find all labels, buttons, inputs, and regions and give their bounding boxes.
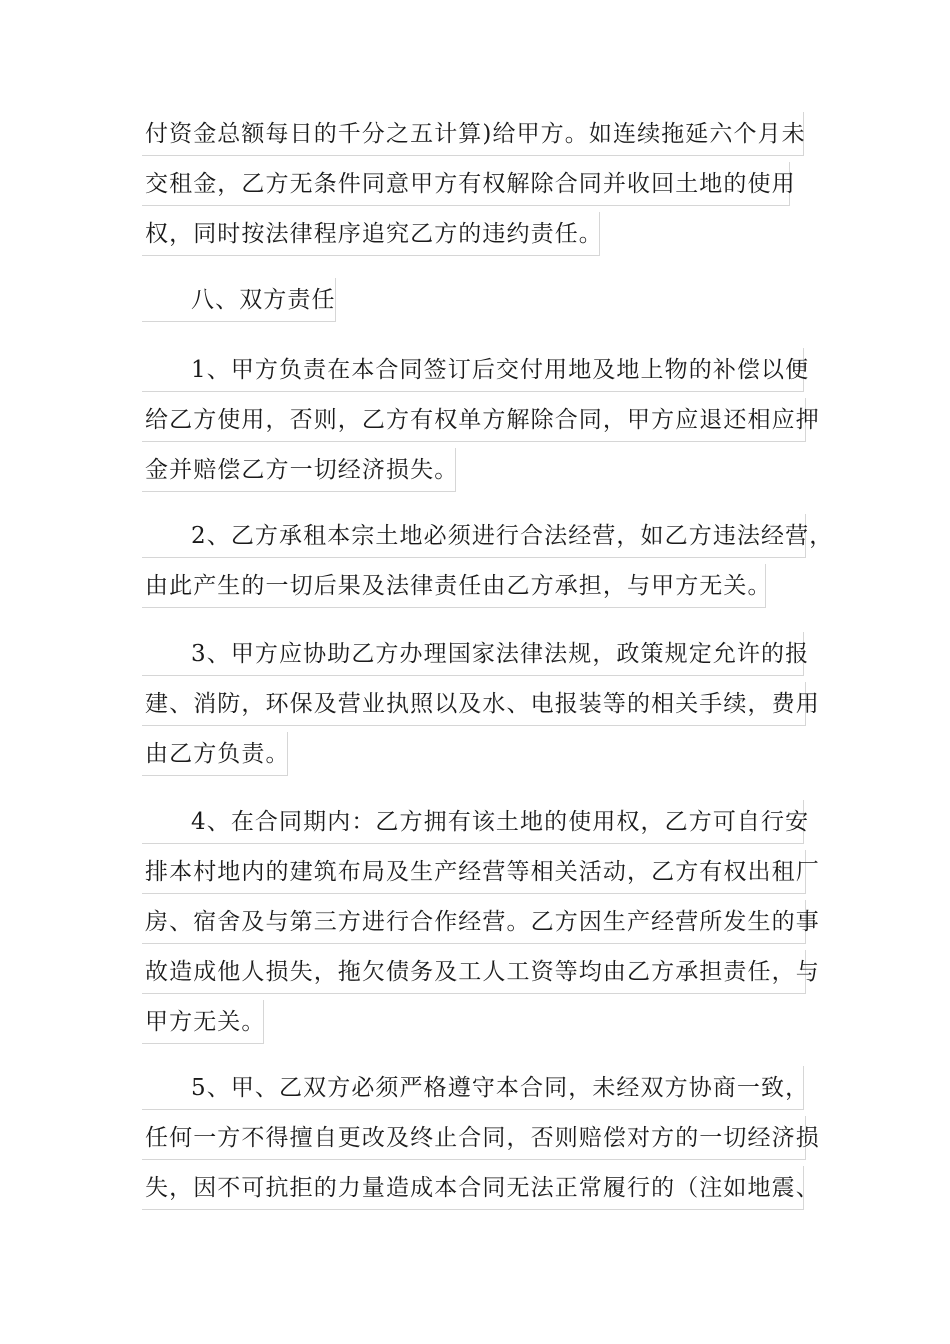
section-heading-text: 八、双方责任 — [142, 278, 336, 322]
text-line: 建、消防，环保及营业执照以及水、电报装等的相关手续，费用 — [142, 682, 806, 726]
text-line: 4、在合同期内：乙方拥有该土地的使用权，乙方可自行安 — [142, 800, 804, 844]
text-line: 金并赔偿乙方一切经济损失。 — [142, 448, 456, 492]
text-line: 任何一方不得擅自更改及终止合同，否则赔偿对方的一切经济损 — [142, 1116, 806, 1160]
text-line: 付资金总额每日的千分之五计算)给甲方。如连续拖延六个月未 — [142, 112, 804, 156]
text-line: 权，同时按法律程序追究乙方的违约责任。 — [142, 212, 600, 256]
text-line: 排本村地内的建筑布局及生产经营等相关活动，乙方有权出租厂 — [142, 850, 806, 894]
text-line: 故造成他人损失，拖欠债务及工人工资等均由乙方承担责任，与 — [142, 950, 806, 994]
text-line: 1、甲方负责在本合同签订后交付用地及地上物的补偿以便 — [142, 348, 804, 392]
text-line: 交租金，乙方无条件同意甲方有权解除合同并收回土地的使用 — [142, 162, 790, 206]
text-line: 由此产生的一切后果及法律责任由乙方承担，与甲方无关。 — [142, 564, 766, 608]
text-line: 3、甲方应协助乙方办理国家法律法规，政策规定允许的报 — [142, 632, 804, 676]
text-line: 2、乙方承租本宗土地必须进行合法经营，如乙方违法经营， — [142, 514, 806, 558]
text-line: 甲方无关。 — [142, 1000, 264, 1044]
text-line: 5、甲、乙双方必须严格遵守本合同，未经双方协商一致， — [142, 1066, 804, 1110]
text-line: 由乙方负责。 — [142, 732, 288, 776]
text-line: 失，因不可抗拒的力量造成本合同无法正常履行的（注如地震、 — [142, 1166, 804, 1210]
text-line: 给乙方使用，否则，乙方有权单方解除合同，甲方应退还相应押 — [142, 398, 806, 442]
text-line: 房、宿舍及与第三方进行合作经营。乙方因生产经营所发生的事 — [142, 900, 806, 944]
